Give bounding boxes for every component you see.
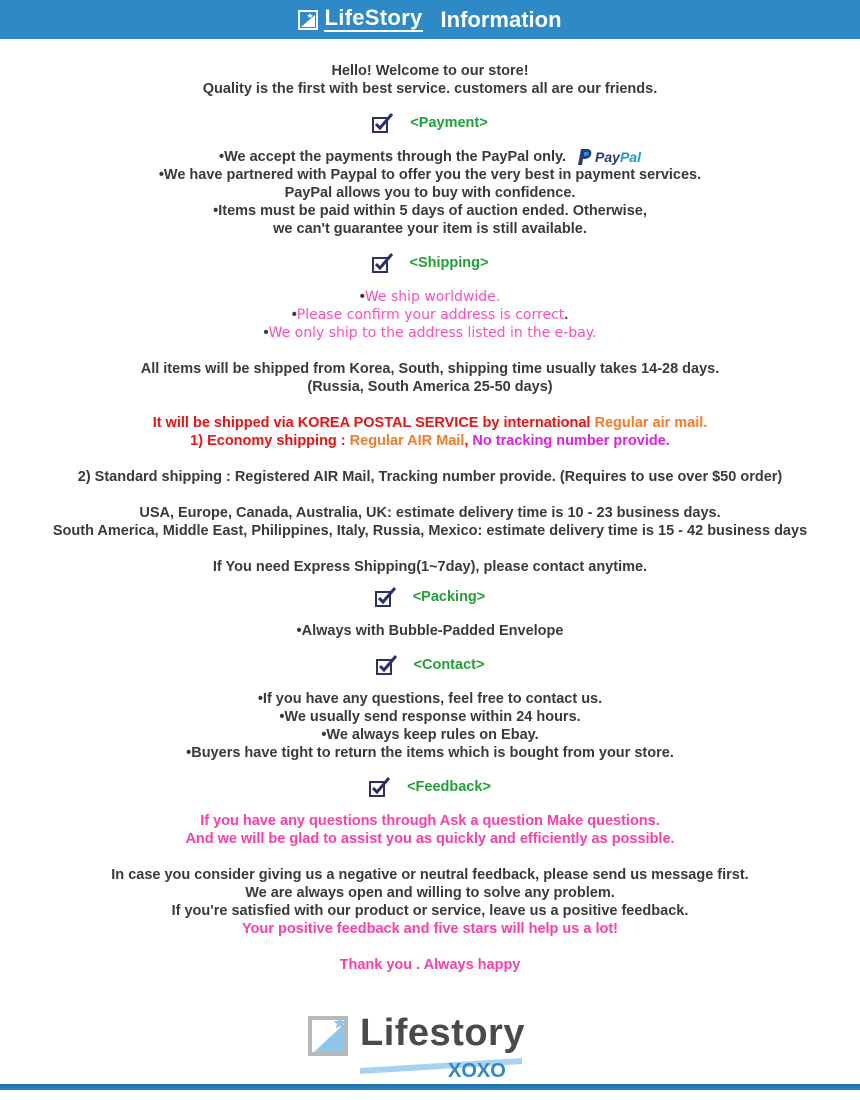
section-title-packing: <Packing>: [412, 589, 486, 606]
packing-line: •Always with Bubble-Padded Envelope: [296, 623, 564, 640]
shipping-korea: All items will be shipped from Korea, South, shipping time usually takes 14-28 days.: [140, 361, 720, 378]
payment-heading: [0, 112, 860, 134]
intro-line: Hello! Welcome to our store!: [331, 63, 529, 79]
intro-line: Quality is the first with best service. customers all are our friends.: [202, 81, 658, 97]
checkbox-checked-icon: [375, 587, 397, 607]
shipping-standard: 2) Standard shipping : Registered AIR Mail, Tracking number provide. (Requires to use over $50 order): [77, 469, 783, 486]
checkbox-checked-icon: [376, 655, 398, 675]
header-brand: LifeStory: [324, 5, 423, 30]
economy-prefix: 1) Economy shipping :: [190, 433, 350, 450]
contact-heading: [0, 654, 860, 676]
feedback-line: If you're satisfied with our product or service, leave us a positive feedback.: [171, 903, 689, 920]
shipping-russia: (Russia, South America 25-50 days): [307, 379, 553, 396]
economy-highlight: Regular AIR Mail: [349, 433, 465, 450]
shipping-note: [0, 306, 860, 324]
paypal-pal: Pal: [619, 149, 641, 166]
feedback-positive: Your positive feedback and five stars will help us a lot!: [241, 921, 619, 938]
bullet: •: [359, 289, 365, 306]
section-title-shipping: <Shipping>: [409, 255, 489, 272]
packing-heading: [0, 586, 860, 608]
checkbox-checked-icon: [369, 777, 391, 797]
shipping-estimate: USA, Europe, Canada, Australia, UK: estimate delivery time is 10 - 23 business days.: [139, 505, 721, 522]
bullet: •: [263, 325, 269, 342]
thank-you: Thank you . Always happy: [339, 957, 521, 974]
shipping-via: [0, 414, 860, 432]
paypal-wordmark: [595, 148, 641, 166]
contact-line: •If you have any questions, feel free to contact us.: [257, 691, 603, 708]
shipping-note: [0, 324, 860, 342]
shipping-estimate: South America, Middle East, Philippines, Italy, Russia, Mexico: estimate delivery time is 15 - 42 business days: [52, 523, 808, 540]
feedback-line: We are always open and willing to solve any problem.: [245, 885, 615, 902]
info-content: [0, 62, 860, 974]
checkbox-checked-icon: [372, 253, 394, 273]
section-title-feedback: <Feedback>: [407, 779, 491, 796]
payment-line: •We have partnered with Paypal to offer you the very best in payment services.: [158, 167, 702, 184]
payment-line: PayPal allows you to buy with confidence.: [284, 185, 576, 202]
feedback-ask: If you have any questions through Ask a question Make questions.: [200, 813, 660, 830]
shipping-via-highlight: Regular air mail.: [594, 415, 708, 432]
payment-paypal-only: •We accept the payments through the PayPal only.: [219, 149, 566, 165]
checkbox-checked-icon: [372, 113, 394, 133]
paypal-pay: Pay: [595, 149, 620, 166]
feedback-heading: [0, 776, 860, 798]
paypal-p-icon: [578, 149, 592, 166]
shipping-heading: [0, 252, 860, 274]
feedback-assist: And we will be glad to assist you as quickly and efficiently as possible.: [185, 831, 675, 848]
footer-brand: Lifestory: [360, 1012, 525, 1054]
footer-xoxo: XOXO: [448, 1060, 506, 1082]
shipping-express: If You need Express Shipping(1~7day), please contact anytime.: [212, 559, 648, 576]
lifestory-logo-icon: [298, 10, 318, 30]
paypal-logo: [578, 148, 641, 166]
feedback-line: In case you consider giving us a negative or neutral feedback, please send us message first.: [111, 867, 749, 884]
economy-separator: ,: [464, 433, 473, 450]
section-title-contact: <Contact>: [413, 657, 485, 674]
contact-line: •We always keep rules on Ebay.: [321, 727, 539, 744]
shipping-via-text: It will be shipped via KOREA POSTAL SERVICE by international: [152, 415, 595, 432]
contact-line: •We usually send response within 24 hours.: [279, 709, 581, 726]
shipping-note-text: We only ship to the address listed in the e-bay.: [268, 325, 597, 342]
section-title-payment: <Payment>: [410, 115, 488, 131]
shipping-economy: [0, 432, 860, 450]
payment-line: we can't guarantee your item is still available.: [273, 221, 587, 238]
shipping-note-text: We ship worldwide.: [364, 289, 501, 306]
economy-note: No tracking number provide.: [472, 433, 670, 450]
shipping-note: [0, 288, 860, 306]
contact-line: •Buyers have tight to return the items which is bought from your store.: [186, 745, 674, 762]
payment-line: •Items must be paid within 5 days of auction ended. Otherwise,: [213, 203, 647, 220]
footer-logo: [308, 1014, 538, 1086]
shipping-note-text: Please confirm your address is correct: [296, 307, 565, 324]
bullet: •: [291, 307, 297, 324]
payment-line: [0, 148, 860, 166]
header-banner: [0, 0, 860, 39]
header-title: Information: [440, 6, 562, 32]
shipping-note-tail: .: [564, 307, 569, 324]
footer-bar: [0, 1084, 860, 1090]
